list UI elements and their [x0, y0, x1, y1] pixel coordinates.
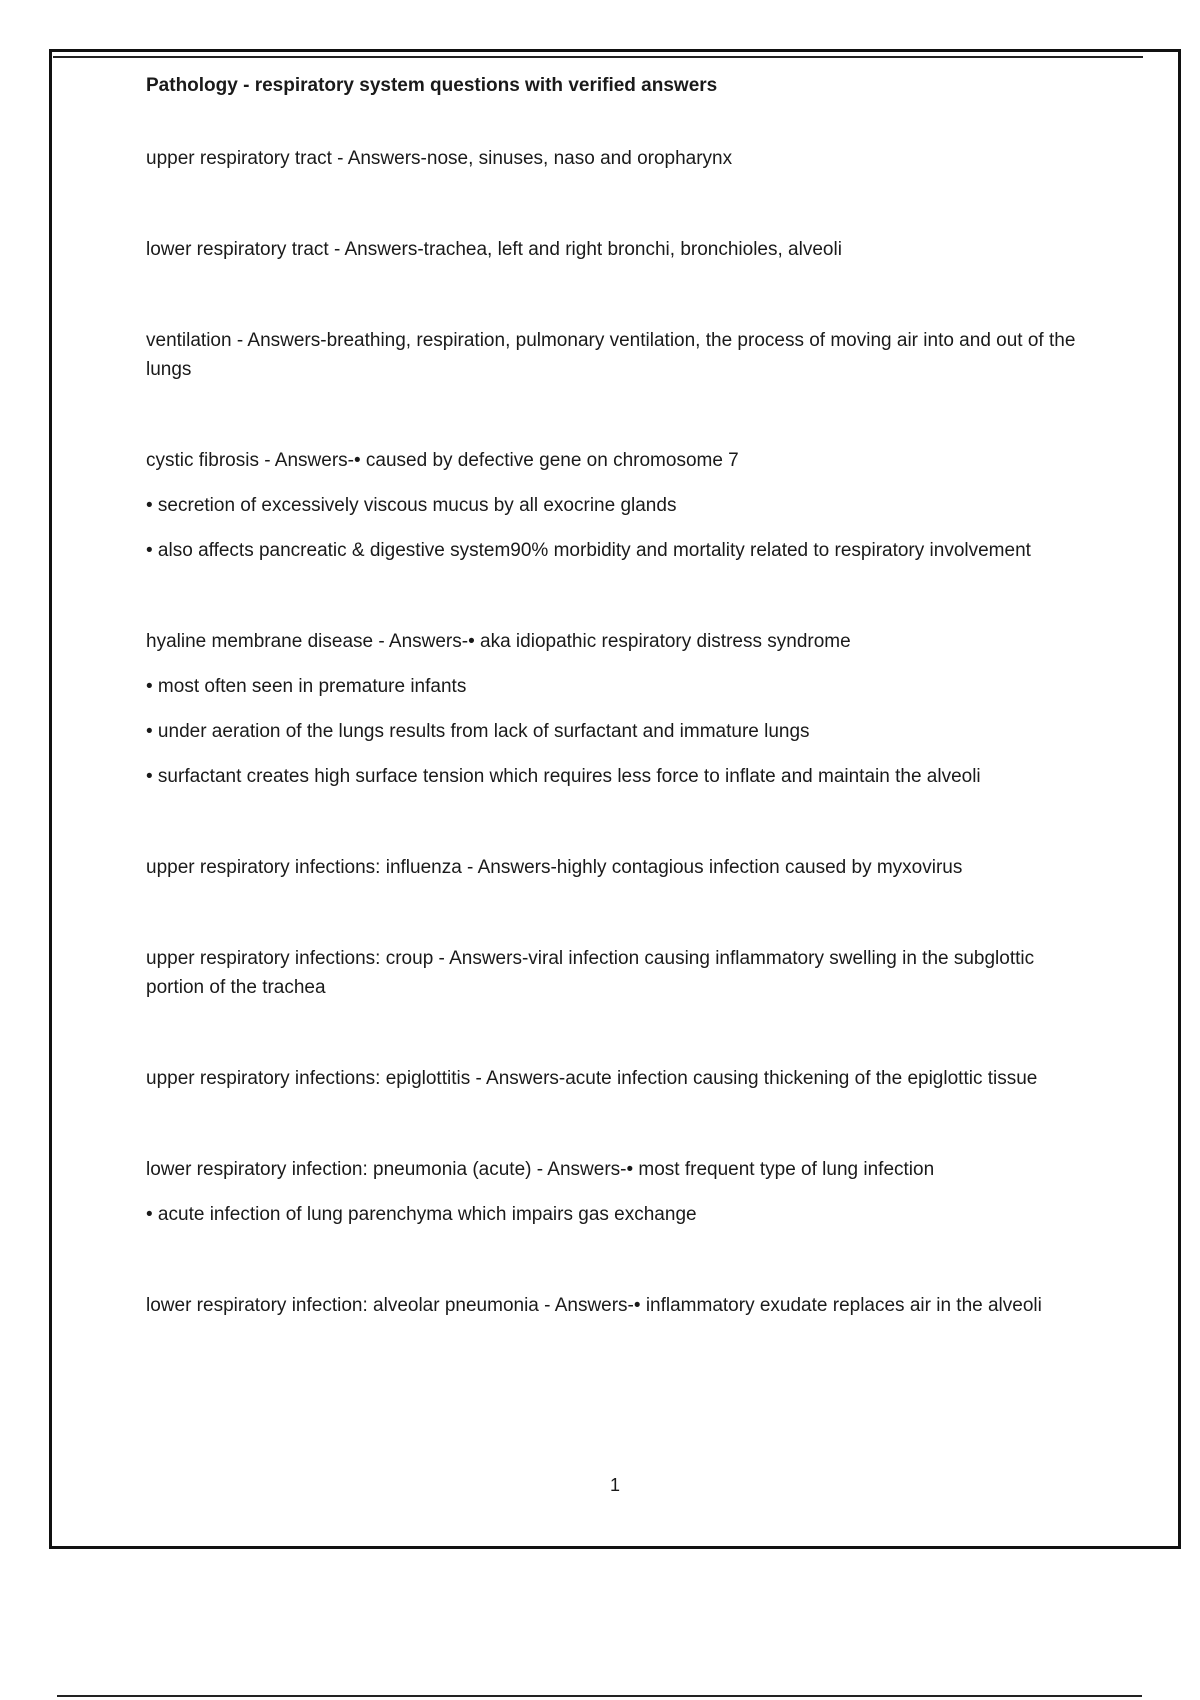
qa-entry-term-answer: hyaline membrane disease - Answers-• aka idiopathic respiratory distress syndrome	[146, 631, 851, 652]
qa-entry-bullet: • surfactant creates high surface tension which requires less force to inflate and maintain the alveoli	[146, 766, 981, 787]
qa-entry-term-answer: ventilation - Answers-breathing, respiration, pulmonary ventilation, the process of moving air into and out of the lungs	[146, 330, 1076, 380]
qa-entry	[146, 326, 1076, 384]
qa-entry	[146, 446, 1076, 565]
qa-entry-term-answer: upper respiratory tract - Answers-nose, sinuses, naso and oropharynx	[146, 148, 733, 169]
qa-entry-bullet: • most often seen in premature infants	[146, 676, 467, 697]
document-title: Pathology - respiratory system questions with verified answers	[146, 75, 718, 96]
top-rule	[53, 56, 1143, 58]
qa-entry-bullet: • also affects pancreatic & digestive system90% morbidity and mortality related to respiratory involvement	[146, 540, 1031, 561]
document-body	[146, 74, 1076, 1382]
qa-entry	[146, 1155, 1076, 1229]
qa-entry-term-answer: upper respiratory infections: croup - Answers-viral infection causing inflammatory swelling in the subglottic portion of the trachea	[146, 948, 1035, 998]
qa-entry	[146, 235, 1076, 264]
qa-entry	[146, 853, 1076, 882]
qa-entry-term-answer: upper respiratory infections: epiglottitis - Answers-acute infection causing thickening of the epiglottic tissue	[146, 1068, 1038, 1089]
qa-entry	[146, 144, 1076, 173]
qa-entry	[146, 1291, 1076, 1320]
qa-entry-term-answer: lower respiratory infection: alveolar pneumonia - Answers-• inflammatory exudate replaces air in the alveoli	[146, 1295, 1042, 1316]
qa-entry-term-answer: upper respiratory infections: influenza - Answers-highly contagious infection caused by myxovirus	[146, 857, 963, 878]
qa-entry-term-answer: lower respiratory infection: pneumonia (acute) - Answers-• most frequent type of lung infection	[146, 1159, 935, 1180]
qa-entry	[146, 944, 1076, 1002]
qa-entry-term-answer: lower respiratory tract - Answers-trachea, left and right bronchi, bronchioles, alveoli	[146, 239, 842, 260]
qa-entry-bullet: • under aeration of the lungs results from lack of surfactant and immature lungs	[146, 721, 810, 742]
qa-entry-term-answer: cystic fibrosis - Answers-• caused by defective gene on chromosome 7	[146, 450, 739, 471]
page-number: 1	[609, 1475, 620, 1495]
qa-entry-bullet: • secretion of excessively viscous mucus by all exocrine glands	[146, 495, 677, 516]
qa-entry-bullet: • acute infection of lung parenchyma which impairs gas exchange	[146, 1204, 697, 1225]
qa-entry	[146, 627, 1076, 791]
next-page-rule	[57, 1695, 1142, 1697]
qa-entry	[146, 1064, 1076, 1093]
qa-list	[146, 144, 1076, 1320]
